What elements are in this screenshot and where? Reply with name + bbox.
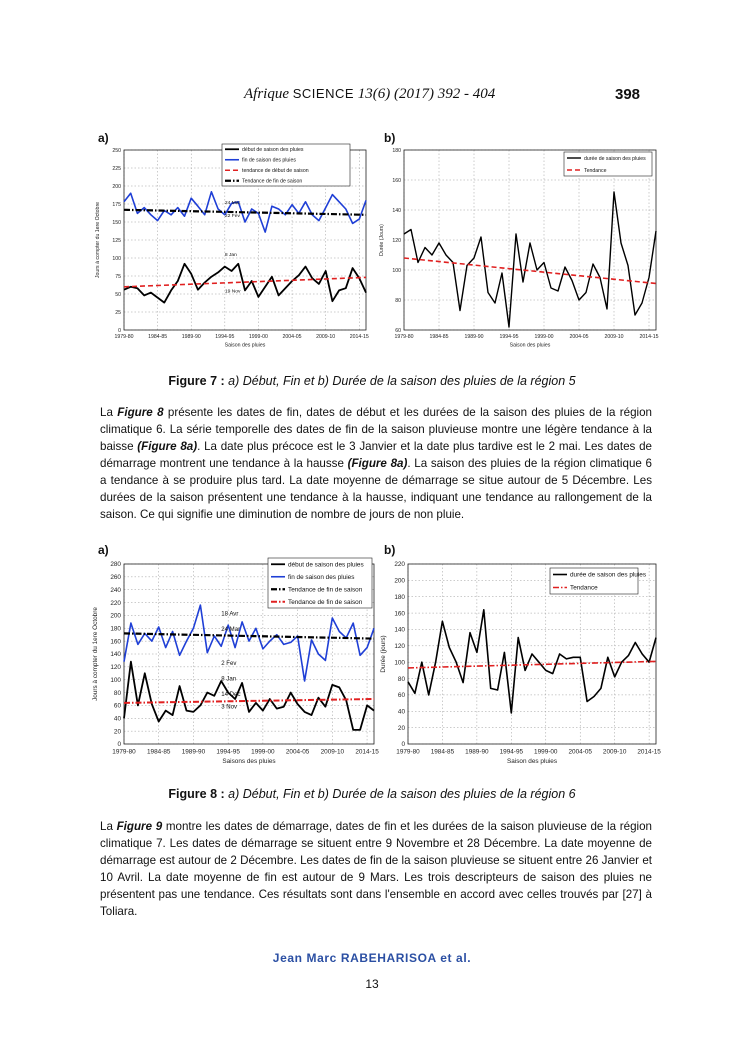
y-tick-label: 240 — [110, 586, 121, 594]
journal-title — [244, 86, 495, 103]
legend-label: durée de saison des pluies — [584, 155, 646, 162]
y-tick-label: 120 — [110, 664, 121, 672]
journal-issue: 13(6) (2017) 392 - 404 — [357, 86, 496, 102]
legend-label: Tendance — [570, 584, 598, 592]
x-tick-label: 1989-90 — [464, 334, 484, 341]
y-tick-label: 125 — [112, 237, 121, 244]
y-tick-label: 180 — [394, 593, 405, 601]
journal-header — [0, 86, 744, 108]
y-tick-label: 0 — [117, 741, 121, 749]
y-tick-label: 50 — [115, 291, 121, 298]
x-tick-label: 1989-90 — [181, 334, 201, 341]
p1-figure-ref-8a-1: (Figure 8a) — [137, 440, 198, 453]
y-tick-label: 60 — [395, 327, 401, 334]
y-tick-label: 140 — [392, 207, 401, 214]
x-tick-label: 1984-85 — [148, 334, 168, 341]
legend-label: Tendance de fin de saison — [288, 598, 363, 606]
y-axis-label: Durée (jours) — [380, 635, 387, 673]
legend-label: Tendance — [584, 167, 607, 174]
fig7-panel-a-label: a) — [98, 131, 109, 145]
annotation-label: 24 Mar — [224, 201, 241, 206]
p2-figure-ref: Figure 9 — [116, 820, 163, 833]
x-tick-label: 1979-80 — [114, 334, 134, 341]
x-tick-label: 2004-05 — [282, 334, 302, 341]
annotation-label: 18 Avr — [221, 610, 239, 618]
journal-science: SCIENCE — [292, 86, 355, 101]
x-tick-label: 2004-05 — [568, 748, 592, 756]
fig7b-chart — [376, 142, 662, 360]
y-tick-label: 140 — [110, 651, 121, 659]
y-tick-label: 20 — [397, 724, 405, 732]
legend-label: Tendance de fin de saison — [242, 178, 303, 185]
x-tick-label: 2014-15 — [639, 334, 659, 341]
annotation-label: 2 Fev — [221, 659, 237, 667]
fig7-panel-b-label: b) — [384, 131, 396, 145]
legend-label: Tendance de fin de saison — [288, 586, 363, 594]
p1-text-2: présente les dates de fin, dates de début et les durées de la saison des pluies de la région climatique 6. La série temporelle des dates de fin de la saison pluvieuse montre une légère tendance à la baisse — [100, 406, 652, 453]
legend-label: fin de saison des pluies — [288, 573, 355, 581]
y-axis-label: Jours à compter du 1ere Octobre — [95, 201, 101, 279]
y-tick-label: 80 — [113, 689, 121, 697]
fig8-caption-text: a) Début, Fin et b) Durée de la saison des pluies de la région 6 — [228, 787, 576, 801]
y-tick-label: 225 — [112, 165, 121, 172]
y-tick-label: 120 — [392, 237, 401, 244]
annotation-label: 8 Jan — [224, 252, 237, 258]
y-tick-label: 200 — [112, 183, 121, 190]
legend-label: fin de saison des pluies — [242, 157, 296, 164]
y-tick-label: 75 — [115, 273, 121, 280]
x-tick-label: 1979-80 — [112, 748, 136, 756]
y-axis-label: Durée (Jours) — [379, 224, 385, 256]
y-tick-label: 175 — [112, 201, 121, 208]
paragraph-1 — [100, 404, 652, 523]
legend-label: durée de saison des pluies — [570, 571, 647, 579]
p1-figure-ref-8a-2: (Figure 8a) — [347, 457, 408, 470]
y-tick-label: 40 — [113, 715, 121, 723]
x-axis-label: Saison des pluies — [224, 342, 266, 349]
legend-label: début de saison des pluies — [242, 147, 304, 154]
y-tick-label: 0 — [401, 741, 405, 749]
fig7-caption-label: Figure 7 : — [168, 374, 225, 388]
x-axis-label: Saison des pluies — [506, 757, 558, 765]
x-tick-label: 2004-05 — [569, 334, 589, 341]
y-tick-label: 20 — [113, 728, 121, 736]
y-tick-label: 140 — [394, 626, 405, 634]
y-tick-label: 100 — [392, 267, 401, 274]
y-tick-label: 180 — [110, 625, 121, 633]
y-tick-label: 80 — [395, 297, 401, 304]
y-tick-label: 0 — [118, 327, 121, 334]
p2-text-1: La — [100, 820, 117, 833]
y-tick-label: 100 — [394, 659, 405, 667]
x-tick-label: 1984-85 — [430, 748, 455, 756]
p1-text-1: La — [100, 406, 118, 419]
y-tick-label: 120 — [394, 643, 405, 651]
y-tick-label: 150 — [112, 219, 121, 226]
x-axis-label: Saison des pluies — [509, 342, 551, 349]
y-tick-label: 260 — [110, 574, 121, 582]
p1-text-4: . La saison des pluies de la région climatique 6 a tendance à se produire plus tard. La date moyenne de démarrage se situe autour de 5 Décembre. Les durées de la saison présentent une tendance à la hausse, indiquant une tendance au rallongement de la saison. Ce qui signifie une diminution de nombre de jours de non pluie. — [100, 457, 652, 521]
x-tick-label: 1994-95 — [216, 748, 240, 756]
y-tick-label: 180 — [392, 147, 401, 154]
y-tick-label: 280 — [110, 561, 121, 569]
x-tick-label: 2014-15 — [355, 748, 379, 756]
y-tick-label: 40 — [397, 708, 405, 716]
x-tick-label: 1994-95 — [499, 748, 524, 756]
x-tick-label: 1989-90 — [181, 748, 206, 756]
fig7-caption — [0, 374, 744, 388]
x-axis-label: Saisons des pluies — [222, 757, 276, 765]
x-tick-label: 2009-10 — [602, 748, 627, 756]
y-tick-label: 220 — [394, 561, 405, 569]
x-tick-label: 1994-95 — [499, 334, 519, 341]
y-tick-label: 80 — [397, 675, 405, 683]
x-tick-label: 1984-85 — [146, 748, 171, 756]
fig8-caption — [0, 787, 744, 801]
x-tick-label: 1999-00 — [251, 748, 275, 756]
x-tick-label: 1989-90 — [465, 748, 489, 756]
fig7a-chart — [92, 142, 374, 360]
y-tick-label: 60 — [113, 702, 121, 710]
y-tick-label: 250 — [112, 147, 121, 154]
x-tick-label: 1999-00 — [534, 748, 558, 756]
annotation-label: 19 Nov — [224, 289, 241, 295]
y-tick-label: 160 — [110, 638, 121, 646]
paragraph-2 — [100, 818, 652, 920]
fig7-caption-text: a) Début, Fin et b) Durée de la saison des pluies de la région 5 — [228, 374, 576, 388]
y-tick-label: 25 — [115, 309, 121, 316]
x-tick-label: 2004-05 — [285, 748, 310, 756]
p1-figure-ref: Figure 8 — [117, 406, 164, 419]
y-tick-label: 100 — [110, 676, 121, 684]
y-tick-label: 60 — [397, 692, 405, 700]
annotation-label: 8 Jan — [221, 675, 237, 683]
x-tick-label: 1979-80 — [394, 334, 414, 341]
x-tick-label: 2014-15 — [637, 748, 661, 756]
y-tick-label: 200 — [110, 612, 121, 620]
y-tick-label: 100 — [112, 255, 121, 262]
journal-name: Afrique — [244, 86, 289, 102]
p1-text-3: . La date plus précoce est le 3 Janvier et la date plus tardive est le 2 mai. Les dates de démarrage montrent une tendance à la hausse — [100, 440, 653, 470]
fig8b-chart — [378, 556, 662, 778]
annotation-label: 3 Nov — [221, 703, 238, 711]
y-tick-label: 220 — [110, 599, 121, 607]
x-tick-label: 2014-15 — [349, 334, 369, 341]
y-axis-label: Jours à compter du 1ere Octobre — [92, 607, 99, 701]
x-tick-label: 1984-85 — [429, 334, 449, 341]
p2-text-2: montre les dates de démarrage, dates de fin et les durées de la saison pluvieuse de la région climatique 7. Les dates de démarrage se situent entre 9 Novembre et 28 Décembre. La date moyenne de démarrage est autour de 2 Décembre. Les dates de fin de la saison pluvieuse se situent entre 26 Janvier et 10 Avril. La date moyenne de fin est autour de 9 Mars. Les trois descripteurs de saison des pluies ne présentent pas une tendance. Ces résultats sont dans l'ensemble en accord avec celles trouvés par [27] à Toliara. — [100, 820, 652, 918]
legend-label: tendance de début de saison — [242, 168, 309, 175]
footer-page-number: 13 — [365, 977, 379, 991]
annotation-label: 24 Mar — [221, 625, 241, 633]
header-page-number: 398 — [615, 86, 641, 103]
fig8-panel-b-label: b) — [384, 543, 396, 557]
x-tick-label: 1999-00 — [534, 334, 554, 341]
x-tick-label: 1994-95 — [215, 334, 235, 341]
footer-author: Jean Marc RABEHARISOA et al. — [272, 951, 472, 965]
fig8-panel-a-label: a) — [98, 543, 109, 557]
x-tick-label: 2009-10 — [320, 748, 345, 756]
x-tick-label: 1979-80 — [396, 748, 420, 756]
annotation-label: 14 Dec — [221, 690, 241, 698]
x-tick-label: 2009-10 — [316, 334, 336, 341]
annotation-label: 22 Fev — [224, 213, 240, 219]
fig8-caption-label: Figure 8 : — [168, 787, 225, 801]
y-tick-label: 160 — [392, 177, 401, 184]
x-tick-label: 1999-00 — [248, 334, 268, 341]
y-tick-label: 160 — [394, 610, 405, 618]
y-tick-label: 200 — [394, 577, 405, 585]
legend-label: début de saison des pluies — [288, 561, 364, 569]
fig8a-chart — [90, 556, 380, 778]
x-tick-label: 2009-10 — [604, 334, 624, 341]
